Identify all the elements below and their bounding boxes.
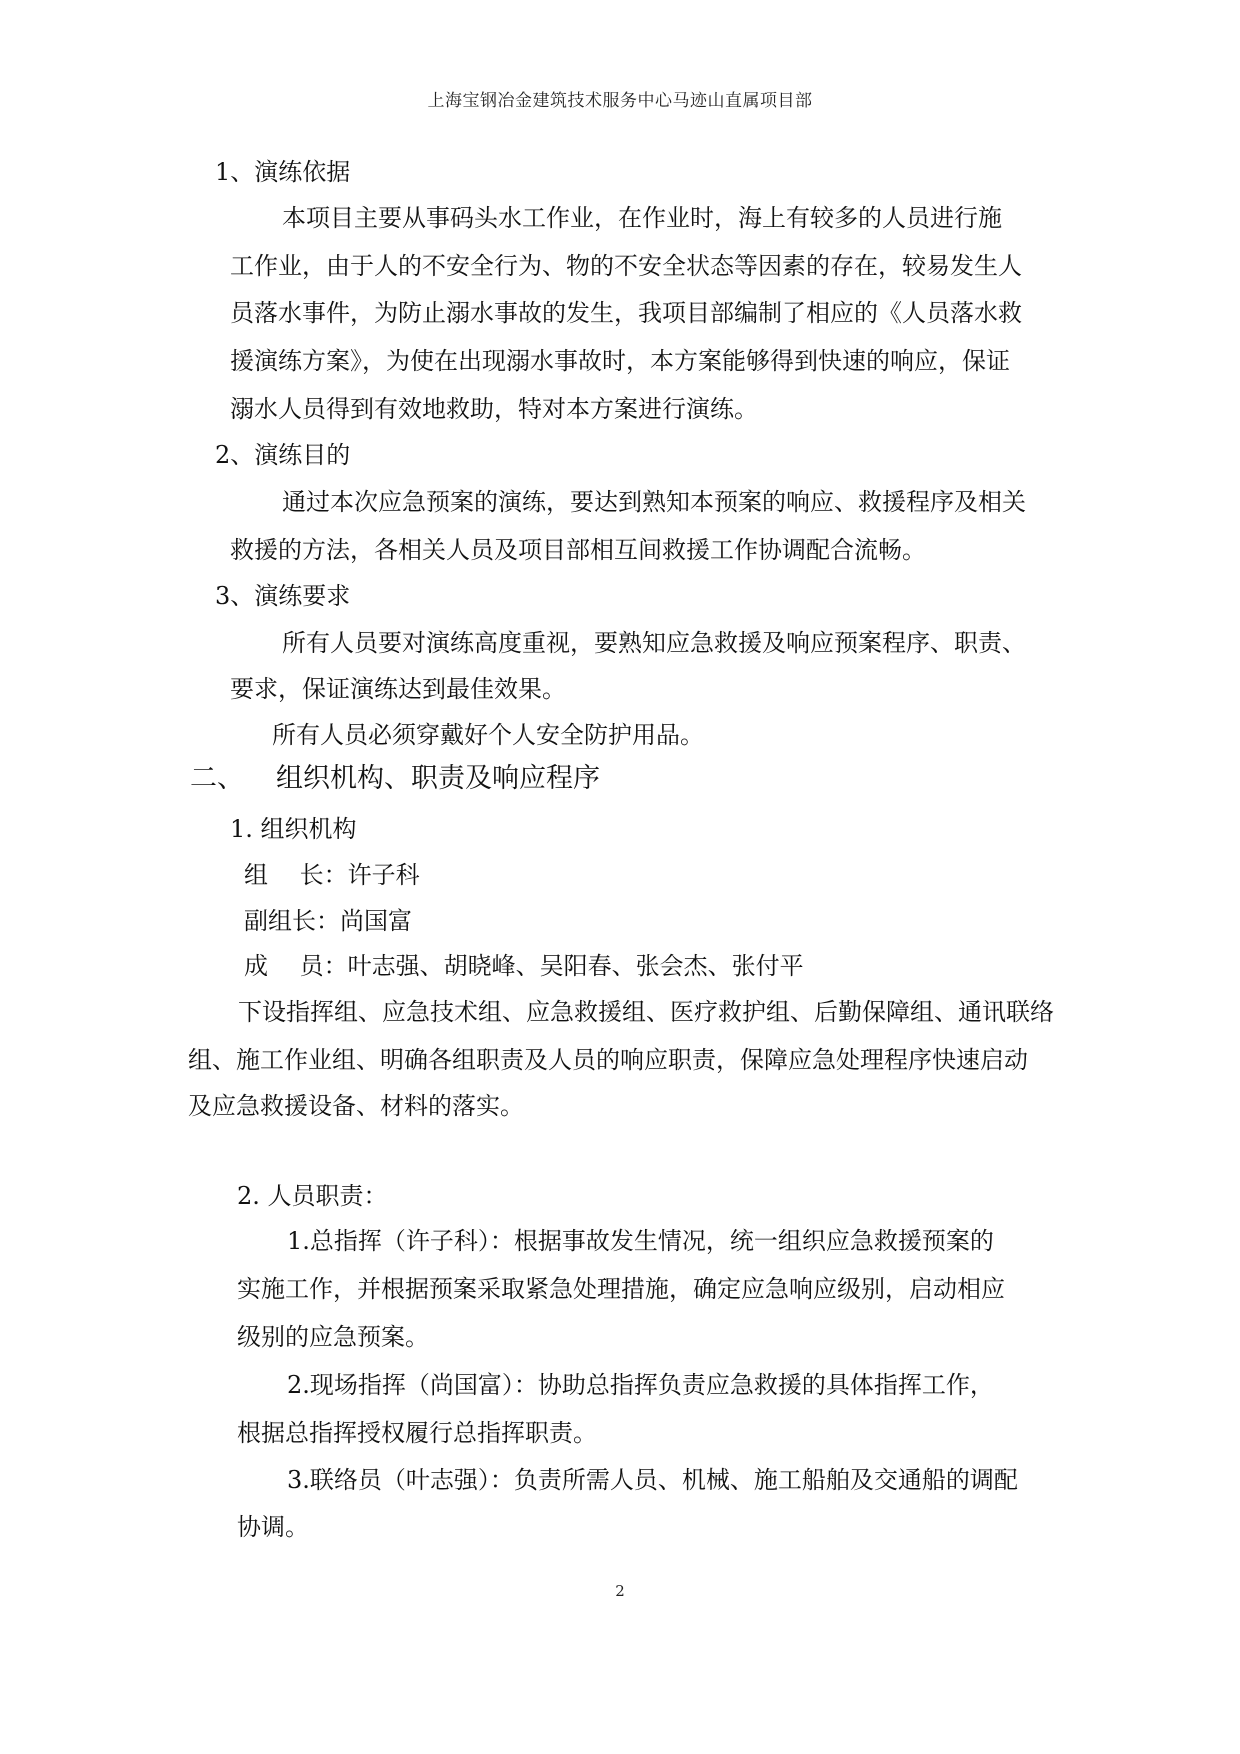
page-number: 2: [615, 1582, 625, 1600]
org-members: 成 员：叶志强、胡晓峰、吴阳春、张会杰、张付平: [244, 952, 804, 980]
paragraph-line: 通过本次应急预案的演练，要达到熟知本预案的响应、救援程序及相关: [282, 488, 1026, 516]
paragraph-line: 溺水人员得到有效地救助，特对本方案进行演练。: [230, 395, 758, 423]
paragraph-line: 救援的方法，各相关人员及项目部相互间救援工作协调配合流畅。: [230, 536, 926, 564]
paragraph-line: 及应急救援设备、材料的落实。: [188, 1092, 524, 1120]
major-section-heading: [190, 764, 600, 794]
duty-line: 1.总指挥（许子科）：根据事故发生情况，统一组织应急救援预案的: [287, 1227, 994, 1255]
paragraph-line: 要求，保证演练达到最佳效果。: [230, 675, 566, 703]
duty-line: 级别的应急预案。: [237, 1323, 429, 1351]
org-deputy: 副组长：尚国富: [244, 907, 412, 935]
paragraph-line: 工作业，由于人的不安全行为、物的不安全状态等因素的存在，较易发生人: [230, 252, 1022, 280]
duty-line: 根据总指挥授权履行总指挥职责。: [237, 1419, 597, 1447]
major-section-title: 组织机构、职责及响应程序: [276, 763, 600, 794]
duty-line: 2.现场指挥（尚国富）：协助总指挥负责应急救援的具体指挥工作，: [287, 1371, 994, 1399]
duty-line: 协调。: [237, 1513, 309, 1541]
paragraph-line: 所有人员要对演练高度重视，要熟知应急救援及响应预案程序、职责、: [282, 629, 1026, 657]
major-section-number: 二、: [190, 763, 244, 794]
section-1-heading: 1、演练依据: [215, 158, 351, 186]
section-2-heading: 2、演练目的: [215, 441, 351, 469]
page-header: 上海宝钢冶金建筑技术服务中心马迹山直属项目部: [427, 91, 813, 111]
paragraph-line: 下设指挥组、应急技术组、应急救援组、医疗救护组、后勤保障组、通讯联络: [238, 998, 1054, 1026]
paragraph-line: 组、施工作业组、明确各组职责及人员的响应职责，保障应急处理程序快速启动: [188, 1046, 1028, 1074]
duties-heading: 2. 人员职责：: [237, 1182, 388, 1210]
duty-line: 实施工作，并根据预案采取紧急处理措施，确定应急响应级别，启动相应: [237, 1275, 1005, 1303]
paragraph-line: 所有人员必须穿戴好个人安全防护用品。: [272, 721, 704, 749]
paragraph-line: 本项目主要从事码头水工作业，在作业时，海上有较多的人员进行施: [282, 204, 1002, 232]
section-3-heading: 3、演练要求: [215, 582, 351, 610]
paragraph-line: 员落水事件，为防止溺水事故的发生，我项目部编制了相应的《人员落水救: [230, 299, 1022, 327]
duty-line: 3.联络员（叶志强）：负责所需人员、机械、施工船舶及交通船的调配: [287, 1466, 1018, 1494]
paragraph-line: 援演练方案》，为使在出现溺水事故时，本方案能够得到快速的响应，保证: [230, 347, 1010, 375]
org-leader: 组 长：许子科: [244, 861, 420, 889]
org-heading: 1. 组织机构: [230, 815, 357, 843]
